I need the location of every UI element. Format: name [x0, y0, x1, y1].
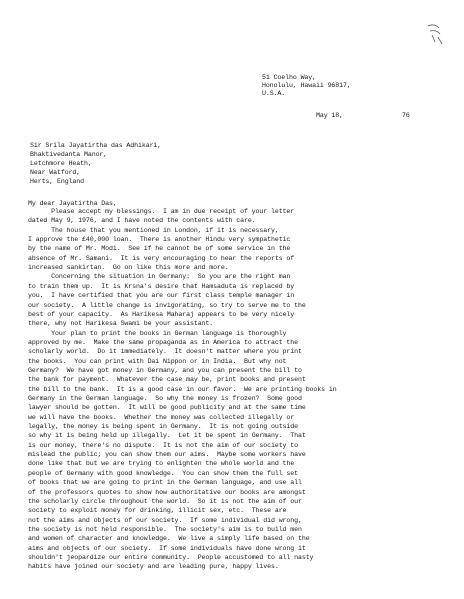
- body-line: lawyer should be gotten. It will be good publicity and at the same time: [28, 404, 306, 412]
- body-line: we will have the books. Whether the money was collected illegally or: [28, 413, 295, 421]
- sender-city: Honolulu, Hawaii 96817,: [262, 82, 351, 89]
- body-line: the scholarly circle throughout the world. So it is not the aim of our: [28, 497, 302, 505]
- body-line: legally, the money is being spent in Germany. It is not going outside: [28, 423, 298, 430]
- body-line: Please accept my blessings. I am in due receipt of your letter: [28, 208, 295, 215]
- body-line: dated May 9, 1976, and I have noted the contents with care.: [28, 217, 256, 225]
- recipient-line5: Herts, England: [30, 178, 84, 185]
- body-line: the bill to the bank. It is a good case in our favor. We are printing books in: [28, 385, 337, 393]
- body-line: to train them up. It is Krsna's desire that Hamsaduta is replaced by: [28, 282, 295, 290]
- body-line: by the name of Mr. Modi. See if he cannot be of some service in the: [28, 245, 291, 253]
- body-line: is our money, there's no dispute. It is not the aim of our society to: [28, 441, 298, 449]
- body-line: our society. A little change is invigorating, so try to serve me to the: [28, 301, 306, 309]
- recipient-line3: Letchmore Heath,: [30, 160, 92, 167]
- body-line: of the professors quotes to show how authoritative our books are amongst: [28, 488, 306, 496]
- body-line: Germany in the German language. So why the money is frozen? Some good: [28, 395, 302, 402]
- body-line: and women of character and knowledge. We live a simply life based on the: [28, 535, 310, 543]
- body-line: The house that you mentioned in London, if it is necessary,: [28, 226, 279, 234]
- body-line: you. I have certified that you are our first class temple manager in: [28, 292, 295, 300]
- body-line: shouldn't jeopardize our entire community. People accustomed to all nasty: [28, 554, 314, 561]
- body-line: the society is not held responsible. The society's aim is to build men: [28, 525, 302, 533]
- body-line: of books that we are going to print in the German language, and use all: [28, 479, 302, 487]
- recipient-line2: Bhaktivedanta Manor,: [30, 151, 108, 158]
- body-line: people of Germany with good knowledge. You can show them the full set: [28, 469, 298, 477]
- sender-street: 51 Coelho Way,: [262, 74, 316, 81]
- body-line: there, why not Harikesa Swami be your assistant.: [28, 320, 214, 328]
- body-line: mislead the public; you can show them our aims. Maybe some workers have: [28, 451, 306, 459]
- salutation: My dear Jayatirtha Das,: [28, 200, 117, 207]
- body-line: not the aims and objects of our society. If some individual did wrong,: [28, 516, 302, 524]
- body-line: absence of Mr. Samani. It is very encouraging to hear the reports of: [28, 254, 295, 262]
- date-month-day: May 18,: [316, 112, 343, 119]
- handwritten-mark: [426, 22, 444, 46]
- body-line: Concerning the situation in Germany: So you are the right man: [28, 273, 291, 281]
- body-line: I approve the £40,000 loan. There is another Hindu very sympathetic: [28, 236, 291, 244]
- body-line: so why it is being held up illegally. Let it be spent in Germany. That: [28, 432, 306, 440]
- recipient-line4: Near Watford,: [30, 169, 81, 176]
- body-line: habits have joined our society and are leading pure, happy lives.: [28, 563, 279, 571]
- body-line: Your plan to print the books in German language is thoroughly: [28, 329, 287, 337]
- body-line: aims and objects of our society. If some individuals have done wrong it: [28, 544, 306, 552]
- body-line: the books. You can print with Dai Nippon or in India. But why not: [28, 357, 287, 365]
- body-line: increased sankirtan. Go on like this more and more.: [28, 264, 229, 272]
- body-line: best of your capacity. As Harikesa Maharaj appears to be very nicely: [28, 310, 295, 318]
- recipient-name: Sir Srila Jayatirtha das Adhikari,: [30, 142, 162, 149]
- body-line: approved by me. Make the same propaganda as in America to attract the: [28, 338, 298, 346]
- body-line: scholarly world. Do it immediately. It doesn't matter where you print: [28, 348, 302, 356]
- body-line: society to exploit money for drinking, illicit sex, etc. These are: [28, 507, 287, 515]
- date-year: 76: [402, 112, 410, 119]
- body-line: the bank for payment. Whatever the case may be, print books and present: [28, 376, 306, 384]
- sender-country: U.S.A.: [262, 90, 286, 97]
- body-line: Germany? We have got money in Germany, and you can present the bill to: [28, 366, 302, 374]
- body-line: done like that but we are trying to enlighten the whole world and the: [28, 460, 295, 468]
